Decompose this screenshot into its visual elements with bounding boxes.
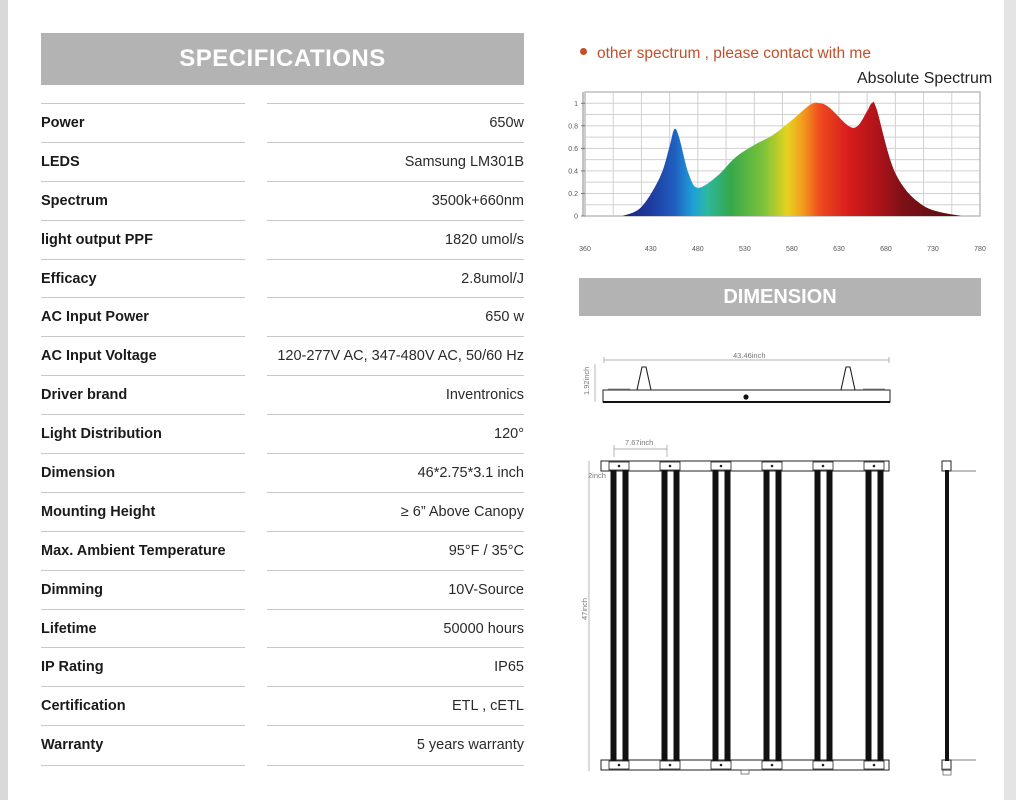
spec-value: 1820 umol/s <box>445 231 524 248</box>
bar-spacing-label: 7.67inch <box>625 438 654 447</box>
spec-row <box>41 414 524 453</box>
specifications-title: SPECIFICATIONS <box>179 45 386 72</box>
end-label: 2inch <box>588 471 606 480</box>
row-divider <box>41 765 245 766</box>
row-divider <box>267 336 524 337</box>
y-tick-label: 0.4 <box>568 168 578 176</box>
row-divider <box>267 453 524 454</box>
specifications-table <box>41 103 524 764</box>
row-divider <box>41 336 245 337</box>
spec-value: ≥ 6” Above Canopy <box>400 503 524 520</box>
spec-label: Mounting Height <box>41 503 156 520</box>
y-tick-label: 1 <box>574 100 578 108</box>
y-tick-label: 0.6 <box>568 145 578 153</box>
row-divider <box>267 531 524 532</box>
side-view <box>582 351 890 402</box>
row-divider <box>267 765 524 766</box>
row-divider <box>41 103 245 104</box>
page-frame-right <box>1004 0 1016 800</box>
spec-value: 650w <box>489 115 524 131</box>
spec-value: 650 w <box>485 309 524 326</box>
spec-value: Samsung LM301B <box>404 153 524 170</box>
spectrum-note-text: other spectrum , please contact with me <box>597 45 871 62</box>
spec-value: 2.8umol/J <box>461 270 524 287</box>
row-divider <box>41 220 245 221</box>
spec-label: Dimming <box>41 581 104 598</box>
spec-value: 5 years warranty <box>416 737 524 754</box>
spec-row <box>41 220 524 259</box>
width-label: 47inch <box>580 597 589 620</box>
row-divider <box>41 686 245 687</box>
row-divider <box>267 259 524 260</box>
row-divider <box>267 103 524 104</box>
row-divider <box>41 570 245 571</box>
spec-row <box>41 686 524 725</box>
spec-row <box>41 142 524 181</box>
spec-row <box>41 531 524 570</box>
spec-label: AC Input Power <box>41 309 149 326</box>
spec-label: Driver brand <box>41 387 128 404</box>
spec-row <box>41 492 524 531</box>
spec-label: Spectrum <box>41 192 108 209</box>
row-divider <box>41 531 245 532</box>
row-divider <box>267 181 524 182</box>
spec-value: 46*2.75*3.1 inch <box>417 465 524 482</box>
bullet-icon <box>580 48 587 55</box>
x-tick-label: 680 <box>880 246 892 253</box>
row-divider <box>41 609 245 610</box>
spec-label: Dimension <box>41 465 116 482</box>
spec-row <box>41 103 524 142</box>
spec-label: Efficacy <box>41 270 97 287</box>
row-divider <box>267 414 524 415</box>
spec-label: IP Rating <box>41 659 104 676</box>
x-tick-label: 580 <box>786 246 798 253</box>
x-tick-label: 430 <box>644 246 657 253</box>
row-divider <box>41 453 245 454</box>
y-tick-label: 0.2 <box>568 190 578 198</box>
spec-row <box>41 609 524 648</box>
row-divider <box>41 492 245 493</box>
spec-label: Warranty <box>41 737 104 754</box>
spec-label: LEDS <box>41 153 80 170</box>
row-divider <box>267 142 524 143</box>
spec-value: 120° <box>494 426 524 443</box>
height-label: 1.92inch <box>582 366 591 395</box>
spec-label: Lifetime <box>41 620 97 637</box>
spec-value: Inventronics <box>445 387 524 404</box>
spec-row <box>41 259 524 298</box>
row-divider <box>267 375 524 376</box>
x-tick-label: 530 <box>739 246 751 253</box>
y-tick-label: 0.8 <box>568 123 578 131</box>
spec-label: Certification <box>41 698 126 715</box>
row-divider <box>267 570 524 571</box>
x-tick-label: 360 <box>579 246 591 253</box>
dimension-drawing <box>575 345 985 785</box>
spec-row <box>41 570 524 609</box>
spec-label: AC Input Voltage <box>41 348 157 365</box>
x-tick-label: 480 <box>692 246 704 253</box>
spec-value: 120-277V AC, 347-480V AC, 50/60 Hz <box>277 348 524 365</box>
row-divider <box>41 297 245 298</box>
row-divider <box>41 414 245 415</box>
row-divider <box>267 647 524 648</box>
spectrum-note <box>580 45 871 63</box>
row-divider <box>267 220 524 221</box>
spec-row <box>41 647 524 686</box>
row-divider <box>267 297 524 298</box>
row-divider <box>41 647 245 648</box>
spec-label: Light Distribution <box>41 426 162 443</box>
row-divider <box>41 142 245 143</box>
spec-label: Max. Ambient Temperature <box>41 542 226 559</box>
dimension-title: DIMENSION <box>723 285 837 308</box>
spectrum-area <box>623 102 962 216</box>
spec-label: Power <box>41 115 85 131</box>
spec-row <box>41 336 524 375</box>
row-divider <box>41 181 245 182</box>
x-tick-label: 630 <box>833 246 845 253</box>
spec-value: 3500k+660nm <box>431 192 524 209</box>
spec-value: 50000 hours <box>443 620 524 637</box>
spec-row <box>41 297 524 336</box>
page-frame-left <box>0 0 8 800</box>
row-divider <box>267 725 524 726</box>
chart-title: Absolute Spectrum <box>857 70 993 87</box>
row-divider <box>41 375 245 376</box>
specifications-header <box>41 33 524 85</box>
spec-value: 95°F / 35°C <box>448 542 524 559</box>
row-divider <box>267 609 524 610</box>
dimension-header <box>579 278 981 316</box>
spec-value: 10V-Source <box>448 581 524 598</box>
spec-value: IP65 <box>494 659 524 676</box>
row-divider <box>267 686 524 687</box>
end-view <box>942 461 976 775</box>
row-divider <box>41 259 245 260</box>
spec-label: light output PPF <box>41 231 153 248</box>
spec-value: ETL , cETL <box>452 698 524 715</box>
spec-row <box>41 453 524 492</box>
x-tick-label: 780 <box>974 246 986 253</box>
spectrum-chart <box>555 88 995 258</box>
top-view <box>580 438 889 774</box>
row-divider <box>267 492 524 493</box>
row-divider <box>41 725 245 726</box>
x-tick-label: 730 <box>927 246 939 253</box>
spec-row <box>41 375 524 414</box>
y-tick-label: 0 <box>574 213 578 221</box>
spec-row <box>41 181 524 220</box>
length-label: 43.46inch <box>733 351 766 360</box>
spec-row <box>41 725 524 764</box>
